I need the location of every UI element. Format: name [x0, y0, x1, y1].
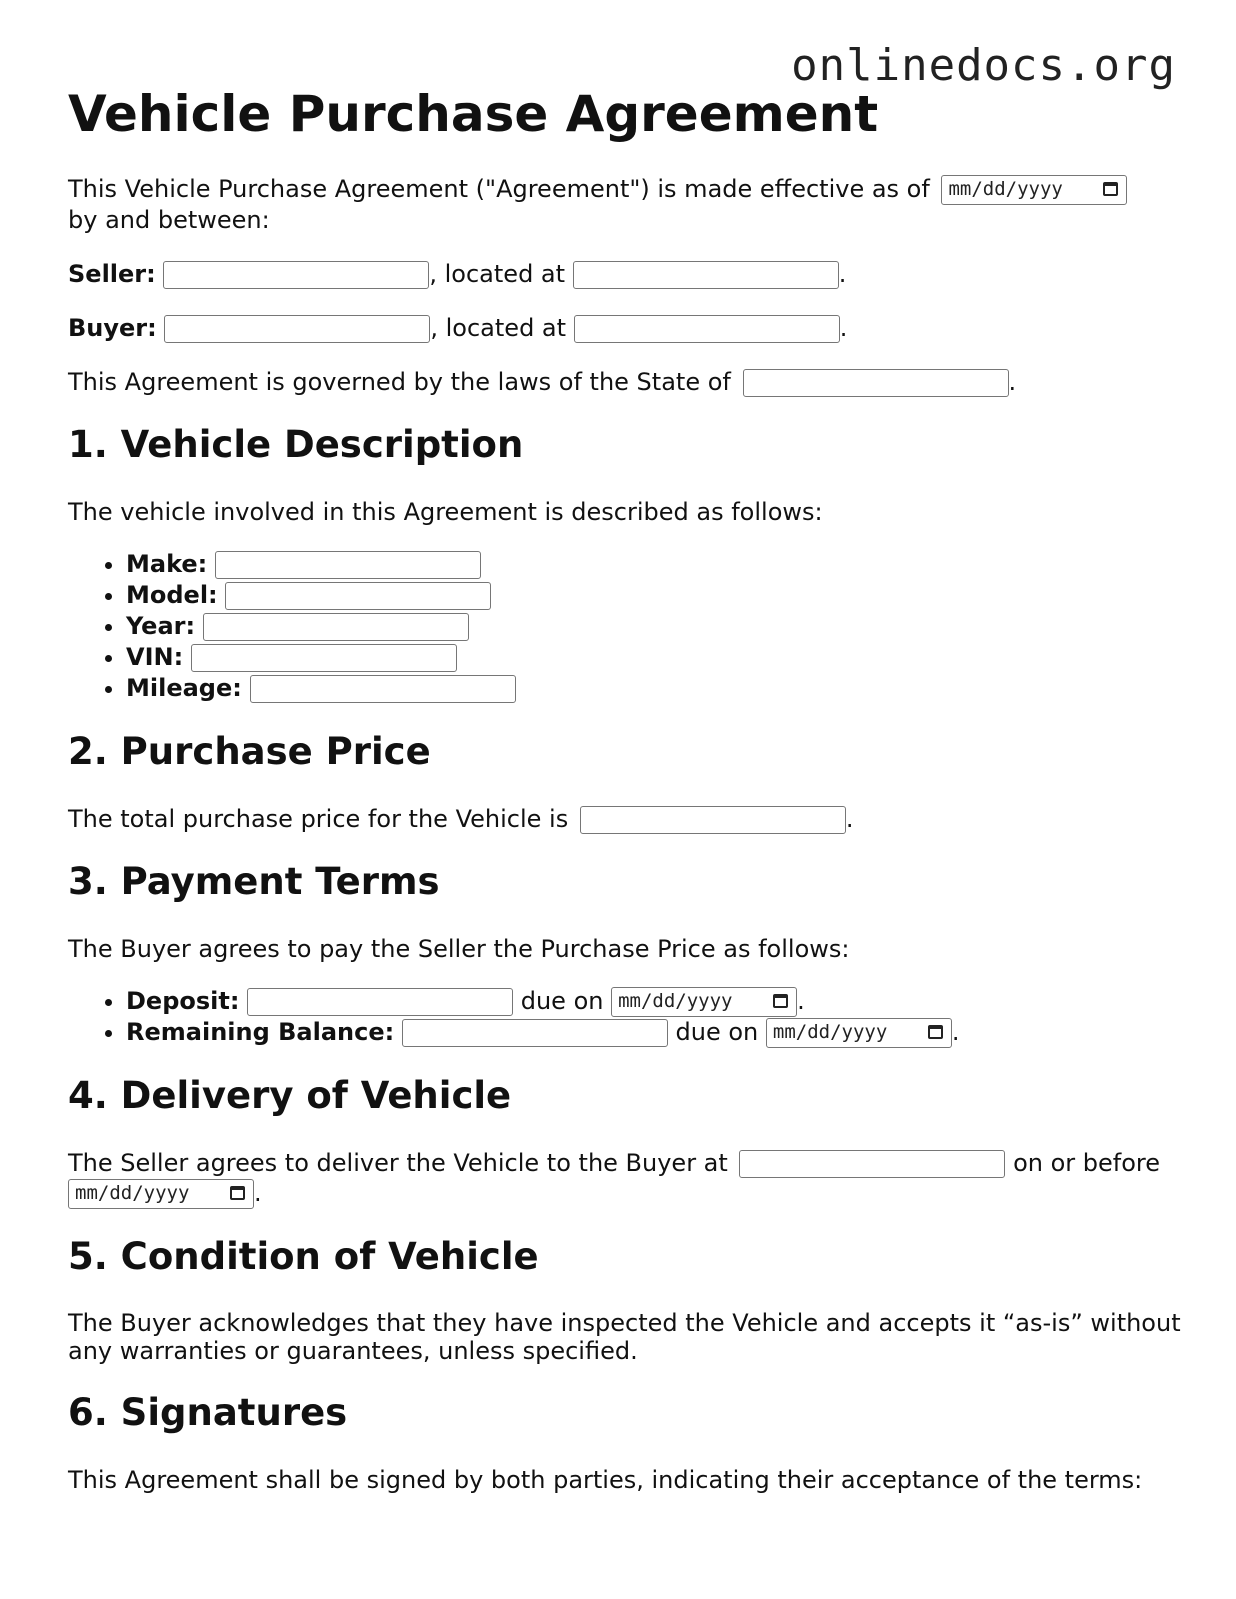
payment-terms-text: The Buyer agrees to pay the Seller the Purchase Price as follows: — [68, 935, 850, 963]
vehicle-description-text: The vehicle involved in this Agreement is described as follows: — [68, 498, 823, 526]
seller-row — [68, 259, 1188, 289]
list-item-model — [126, 580, 1188, 611]
located-at-text: , located at — [429, 260, 566, 288]
calendar-icon[interactable] — [773, 994, 788, 1008]
seller-address-input[interactable] — [573, 261, 839, 289]
period: . — [254, 1179, 262, 1207]
mileage-input[interactable] — [250, 675, 516, 703]
governing-text: This Agreement is governed by the laws of the State of — [68, 368, 731, 396]
period: . — [838, 260, 847, 288]
vin-input[interactable] — [191, 644, 457, 672]
calendar-icon[interactable] — [928, 1025, 943, 1039]
due-on-text: due on — [675, 1018, 759, 1046]
mileage-label: Mileage: — [126, 674, 242, 702]
section-heading-payment-terms: 3. Payment Terms — [68, 860, 440, 903]
period: . — [1008, 368, 1017, 396]
year-label: Year: — [126, 612, 196, 640]
signatures-text: This Agreement shall be signed by both parties, indicating their acceptance of the terms: — [68, 1466, 1143, 1494]
buyer-name-input[interactable] — [164, 315, 430, 343]
period: . — [797, 987, 805, 1015]
buyer-address-input[interactable] — [574, 315, 840, 343]
period: . — [845, 805, 854, 833]
list-item-mileage — [126, 673, 1188, 704]
deposit-label: Deposit: — [126, 987, 240, 1015]
section-heading-signatures: 6. Signatures — [68, 1391, 348, 1434]
balance-due-date-input[interactable] — [766, 1018, 952, 1048]
delivery-text: The Seller agrees to deliver the Vehicle to the Buyer at — [68, 1149, 728, 1177]
on-or-before-text: on or before — [1013, 1149, 1161, 1177]
delivery-date-input[interactable] — [68, 1179, 254, 1209]
purchase-price-text: The total purchase price for the Vehicle is — [68, 805, 569, 833]
period: . — [839, 314, 848, 342]
intro-paragraph — [68, 174, 1188, 235]
year-input[interactable] — [203, 613, 469, 641]
governing-law-row — [68, 367, 1188, 397]
date-placeholder: mm/dd/yyyy — [618, 990, 733, 1012]
located-at-text: , located at — [430, 314, 567, 342]
intro-text-after: by and between: — [68, 206, 270, 234]
section-heading-vehicle-description: 1. Vehicle Description — [68, 423, 524, 466]
buyer-label: Buyer: — [68, 314, 157, 342]
condition-text: The Buyer acknowledges that they have inspected the Vehicle and accepts it “as-is” without any warranties or guarantees, unless specified. — [68, 1309, 1181, 1365]
remaining-balance-input[interactable] — [402, 1019, 668, 1047]
period: . — [951, 1018, 960, 1046]
intro-text: This Vehicle Purchase Agreement ("Agreement") is made effective as of — [68, 175, 930, 203]
section-heading-purchase-price: 2. Purchase Price — [68, 730, 431, 773]
seller-label: Seller: — [68, 260, 156, 288]
list-item-deposit — [126, 986, 1188, 1017]
delivery-location-input[interactable] — [739, 1150, 1005, 1178]
list-item-year — [126, 611, 1188, 642]
buyer-row — [68, 313, 1188, 343]
seller-name-input[interactable] — [163, 261, 429, 289]
calendar-icon[interactable] — [230, 1186, 245, 1200]
document-body — [68, 84, 1188, 1517]
delivery-row — [68, 1148, 1188, 1209]
effective-date-input[interactable] — [941, 175, 1127, 205]
purchase-price-row — [68, 804, 1188, 834]
model-label: Model: — [126, 581, 218, 609]
page-title: Vehicle Purchase Agreement — [68, 85, 879, 143]
date-placeholder: mm/dd/yyyy — [772, 1021, 888, 1043]
deposit-due-date-input[interactable] — [611, 987, 797, 1017]
make-label: Make: — [126, 550, 208, 578]
make-input[interactable] — [215, 551, 481, 579]
state-input[interactable] — [743, 369, 1009, 397]
calendar-icon[interactable] — [1103, 182, 1118, 196]
section-heading-condition: 5. Condition of Vehicle — [68, 1235, 539, 1278]
date-placeholder: mm/dd/yyyy — [948, 178, 1063, 200]
deposit-amount-input[interactable] — [247, 988, 513, 1016]
vin-label: VIN: — [126, 643, 184, 671]
list-item-make — [126, 549, 1188, 580]
purchase-price-input[interactable] — [580, 806, 846, 834]
date-placeholder: mm/dd/yyyy — [75, 1182, 190, 1204]
list-item-remaining-balance — [126, 1017, 1188, 1048]
model-input[interactable] — [225, 582, 491, 610]
due-on-text: due on — [520, 987, 604, 1015]
list-item-vin — [126, 642, 1188, 673]
payment-terms-list — [68, 986, 1188, 1048]
section-heading-delivery: 4. Delivery of Vehicle — [68, 1074, 512, 1117]
watermark: onlinedocs.org — [791, 40, 1176, 91]
remaining-balance-label: Remaining Balance: — [126, 1018, 395, 1046]
vehicle-details-list — [68, 549, 1188, 704]
